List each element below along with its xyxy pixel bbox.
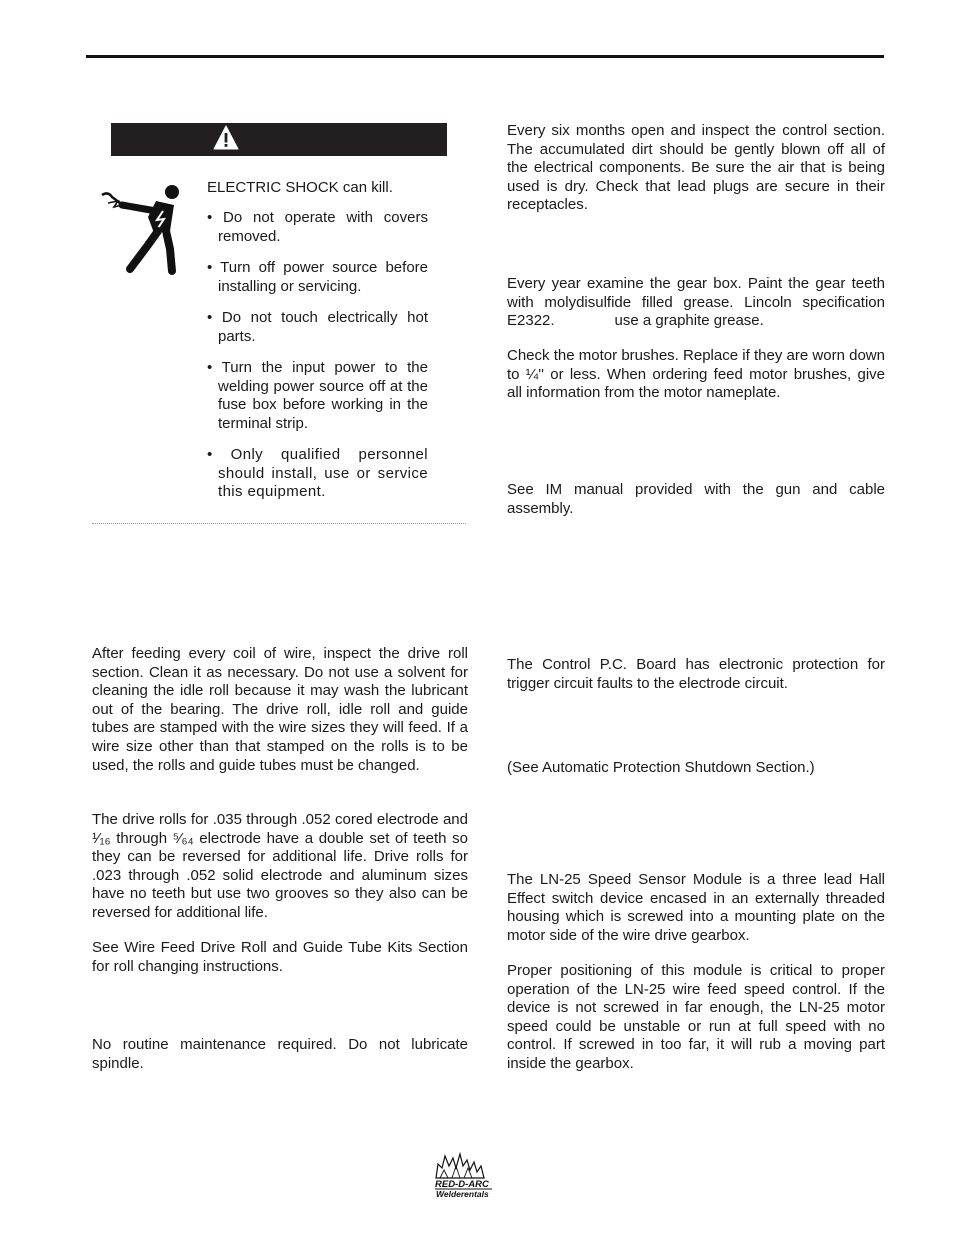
logo-tagline: Welderentals (436, 1189, 489, 1199)
shutdown-paragraph: (See Automatic Protection Shutdown Section.) (507, 759, 815, 776)
warning-bullet: • Only qualified personnel should install, use or service this equipment. (207, 446, 428, 500)
warning-triangle-icon (212, 124, 240, 152)
gear-box-text: use a graphite grease. (614, 312, 764, 330)
gear-box-paragraph (507, 275, 885, 331)
section-divider (92, 523, 466, 524)
pc-board-paragraph: The Control P.C. Board has electronic protection for trigger circuit faults to the electrode circuit. (507, 656, 885, 692)
speed-sensor-paragraph: The LN-25 Speed Sensor Module is a three lead Hall Effect switch device encased in an externally threaded housing which is screwed into a mounting plate on the motor side of the wire drive gearbox. (507, 871, 885, 944)
logo-name: RED-D-ARC (435, 1179, 489, 1190)
drive-roll-paragraph: See Wire Feed Drive Roll and Guide Tube Kits Section for roll changing instructions. (92, 939, 468, 975)
warning-bullet: • Turn the input power to the welding power source off at the fuse box before working in the terminal strip. (207, 359, 428, 432)
drive-roll-paragraph: After feeding every coil of wire, inspect the drive roll section. Clean it as necessary. Do not use a solvent for cleaning the idle roll because it may wash the lubricant out of the bearing. The drive roll, idle roll and guide tubes are stamped with the wire sizes they will feed. If a wire size other than that stamped on the rolls is to be used, the rolls and guide tubes must be changed. (92, 645, 468, 774)
speed-sensor-paragraph: Proper positioning of this module is critical to proper operation of the LN-25 wire feed speed control. If the device is not screwed in far enough, the LN-25 motor speed could be unstable or run at full speed with no control. If screwed in too far, it will rub a moving part inside the gearbox. (507, 962, 885, 1072)
warning-bullet: • Turn off power source before installing or servicing. (207, 259, 428, 295)
spindle-paragraph: No routine maintenance required. Do not lubricate spindle. (92, 1036, 468, 1072)
warning-headline: ELECTRIC SHOCK can kill. (207, 179, 393, 196)
electric-shock-icon (100, 183, 190, 275)
warning-bullet: • Do not operate with covers removed. (207, 209, 428, 245)
drive-roll-paragraph: The drive rolls for .035 through .052 cored electrode and ¹⁄₁₆ through ⁵⁄₆₄ electrode have a double set of teeth so they can be reversed for additional life. Drive rolls for .023 through .052 solid electrode and aluminum sizes have no teeth but use two grooves so they also can be reversed for additional life. (92, 811, 468, 921)
warning-bullet: • Do not touch electrically hot parts. (207, 309, 428, 345)
red-d-arc-logo (432, 1150, 494, 1200)
brushes-paragraph: Check the motor brushes. Replace if they are worn down to ¼'' or less. When ordering feed motor brushes, give all information from the motor nameplate. (507, 347, 885, 402)
warning-header-bar (111, 123, 447, 156)
gun-paragraph: See IM manual provided with the gun and cable assembly. (507, 481, 885, 517)
gear-box-text: Every year examine the gear box. Paint the gear teeth with molydisulfide filled grease. Lincoln specification E2322. (507, 275, 885, 330)
top-rule (86, 55, 884, 58)
control-section-paragraph: Every six months open and inspect the control section. The accumulated dirt should be gently blown off all of the electrical components. Be sure the air that is being used is dry. Check that lead plugs are secure in their receptacles. (507, 122, 885, 214)
